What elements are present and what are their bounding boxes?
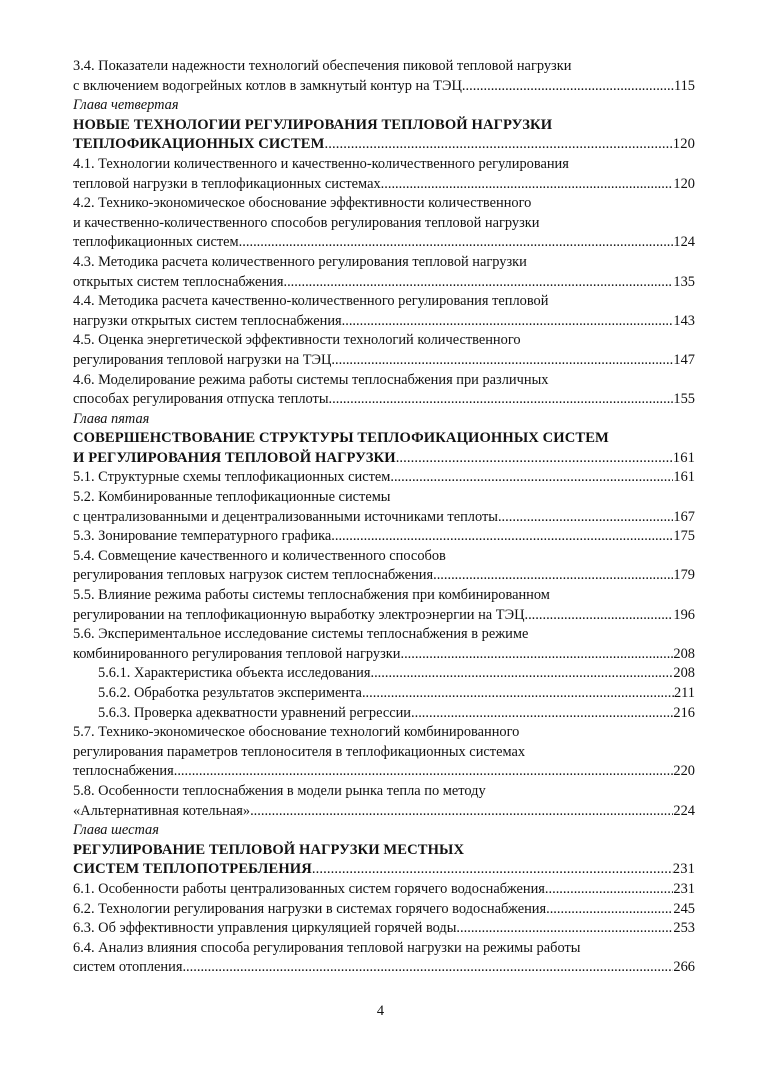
page-ref: 120 [672, 136, 695, 153]
page-ref: 124 [673, 234, 695, 251]
page-ref: 135 [673, 273, 695, 290]
toc-subentry: 5.6.2. Обработка результатов эксперимента ..... 211 [73, 684, 695, 704]
toc-entry: регулирования тепловых нагрузок систем теплоснабжения ..... 179 [73, 566, 695, 586]
page-ref: 179 [673, 567, 695, 584]
toc-line: 5.2. Комбинированные теплофикационные системы [73, 489, 391, 506]
page-ref: 208 [673, 665, 695, 682]
toc-line: 5.7. Технико-экономическое обоснование технологий комбинированного [73, 724, 520, 741]
toc-line: регулирования параметров теплоносителя в теплофикационных системах [73, 743, 526, 760]
page-ref: 147 [673, 351, 695, 368]
page-ref: 211 [673, 685, 695, 701]
chapter-title: ТЕПЛОФИКАЦИОННЫХ СИСТЕМ ..... 120 [73, 135, 695, 155]
toc-line: 4.5. Оценка энергетической эффективности технологий количественного [73, 332, 521, 349]
toc-entry: регулировании на теплофикационную выработку электроэнергии на ТЭЦ ..... 196 [73, 606, 695, 626]
toc-line: и качественно-количественного способов регулирования тепловой нагрузки [73, 214, 540, 231]
toc-entry: нагрузки открытых систем теплоснабжения ..... 143 [73, 312, 695, 332]
chapter-title: И РЕГУЛИРОВАНИЯ ТЕПЛОВОЙ НАГРУЗКИ ..... 161 [73, 449, 695, 469]
chapter-title: СИСТЕМ ТЕПЛОПОТРЕБЛЕНИЯ ..... 231 [73, 860, 695, 880]
page-ref: 115 [673, 77, 695, 94]
toc-line: 5.4. Совмещение качественного и количественного способов [73, 547, 446, 564]
page-ref: 266 [673, 959, 695, 976]
page-ref: 161 [672, 449, 695, 466]
page-ref: 161 [673, 469, 695, 486]
page-ref: 245 [673, 900, 695, 917]
table-of-contents [73, 57, 695, 978]
chapter-label: Глава четвертая [73, 97, 179, 114]
toc-entry: комбинированного регулирования тепловой нагрузки ..... 208 [73, 645, 695, 665]
page-ref: 224 [673, 802, 695, 819]
page-ref: 253 [673, 920, 695, 937]
chapter-title: НОВЫЕ ТЕХНОЛОГИИ РЕГУЛИРОВАНИЯ ТЕПЛОВОЙ НАГРУЗКИ [73, 116, 553, 133]
toc-entry: 5.3. Зонирование температурного графика ..... 175 [73, 527, 695, 547]
toc-entry: открытых систем теплоснабжения ..... 135 [73, 273, 695, 293]
chapter-label: Глава шестая [73, 822, 159, 839]
page-number: 4 [376, 1003, 385, 1019]
page-ref: 220 [673, 763, 695, 780]
toc-entry: «Альтернативная котельная» ..... 224 [73, 802, 695, 822]
toc-line: 4.1. Технологии количественного и качественно-количественного регулирования [73, 155, 569, 172]
toc-line: 3.4. Показатели надежности технологий обеспечения пиковой тепловой нагрузки [73, 58, 572, 74]
toc-entry: тепловой нагрузки в теплофикационных системах ..... 120 [73, 175, 695, 195]
toc-entry: регулирования тепловой нагрузки на ТЭЦ ..... 147 [73, 351, 695, 371]
page-ref: 155 [673, 391, 695, 408]
chapter-label: Глава пятая [73, 410, 150, 427]
toc-line: 4.4. Методика расчета качественно-количественного регулирования тепловой [73, 293, 549, 310]
toc-entry: способах регулирования отпуска теплоты ..... 155 [73, 390, 695, 410]
chapter-title: РЕГУЛИРОВАНИЕ ТЕПЛОВОЙ НАГРУЗКИ МЕСТНЫХ [73, 841, 465, 858]
toc-line: 5.6. Экспериментальное исследование системы теплоснабжения в режиме [73, 626, 529, 643]
page-ref: 175 [673, 528, 695, 545]
toc-line: 4.6. Моделирование режима работы системы теплоснабжения при различных [73, 371, 549, 388]
toc-subentry: 5.6.3. Проверка адекватности уравнений регрессии ..... 216 [73, 704, 695, 724]
page-ref: 167 [673, 508, 695, 525]
toc-entry: теплофикационных систем ..... 124 [73, 233, 695, 253]
toc-entry: с включением водогрейных котлов в замкнутый контур на ТЭЦ ..... 115 [73, 77, 695, 97]
toc-entry: 6.2. Технологии регулирования нагрузки в системах горячего водоснабжения ..... 245 [73, 900, 695, 920]
page-ref: 231 [672, 861, 695, 878]
toc-line: 6.4. Анализ влияния способа регулирования тепловой нагрузки на режимы работы [73, 939, 581, 956]
toc-entry: 6.1. Особенности работы централизованных систем горячего водоснабжения ..... 231 [73, 880, 695, 900]
page-ref: 208 [673, 645, 695, 662]
page-ref: 196 [673, 606, 695, 623]
toc-entry: 5.1. Структурные схемы теплофикационных систем ..... 161 [73, 468, 695, 488]
page-ref: 120 [673, 175, 695, 192]
toc-entry: теплоснабжения ..... 220 [73, 762, 695, 782]
toc-line: 5.5. Влияние режима работы системы теплоснабжения при комбинированном [73, 587, 550, 604]
toc-entry: 6.3. Об эффективности управления циркуляцией горячей воды ..... 253 [73, 919, 695, 939]
toc-entry: с централизованными и децентрализованными источниками теплоты ..... 167 [73, 508, 695, 528]
toc-entry: систем отопления ..... 266 [73, 958, 695, 978]
page-ref: 216 [673, 704, 695, 721]
page-ref: 231 [673, 880, 695, 897]
chapter-title: СОВЕРШЕНСТВОВАНИЕ СТРУКТУРЫ ТЕПЛОФИКАЦИОННЫХ СИСТЕМ [73, 430, 609, 447]
toc-line: 4.3. Методика расчета количественного регулирования тепловой нагрузки [73, 253, 527, 270]
toc-subentry: 5.6.1. Характеристика объекта исследования ..... 208 [73, 664, 695, 684]
toc-line: 5.8. Особенности теплоснабжения в модели рынка тепла по методу [73, 782, 486, 799]
page-ref: 143 [673, 312, 695, 329]
toc-line: 4.2. Технико-экономическое обоснование эффективности количественного [73, 195, 532, 212]
